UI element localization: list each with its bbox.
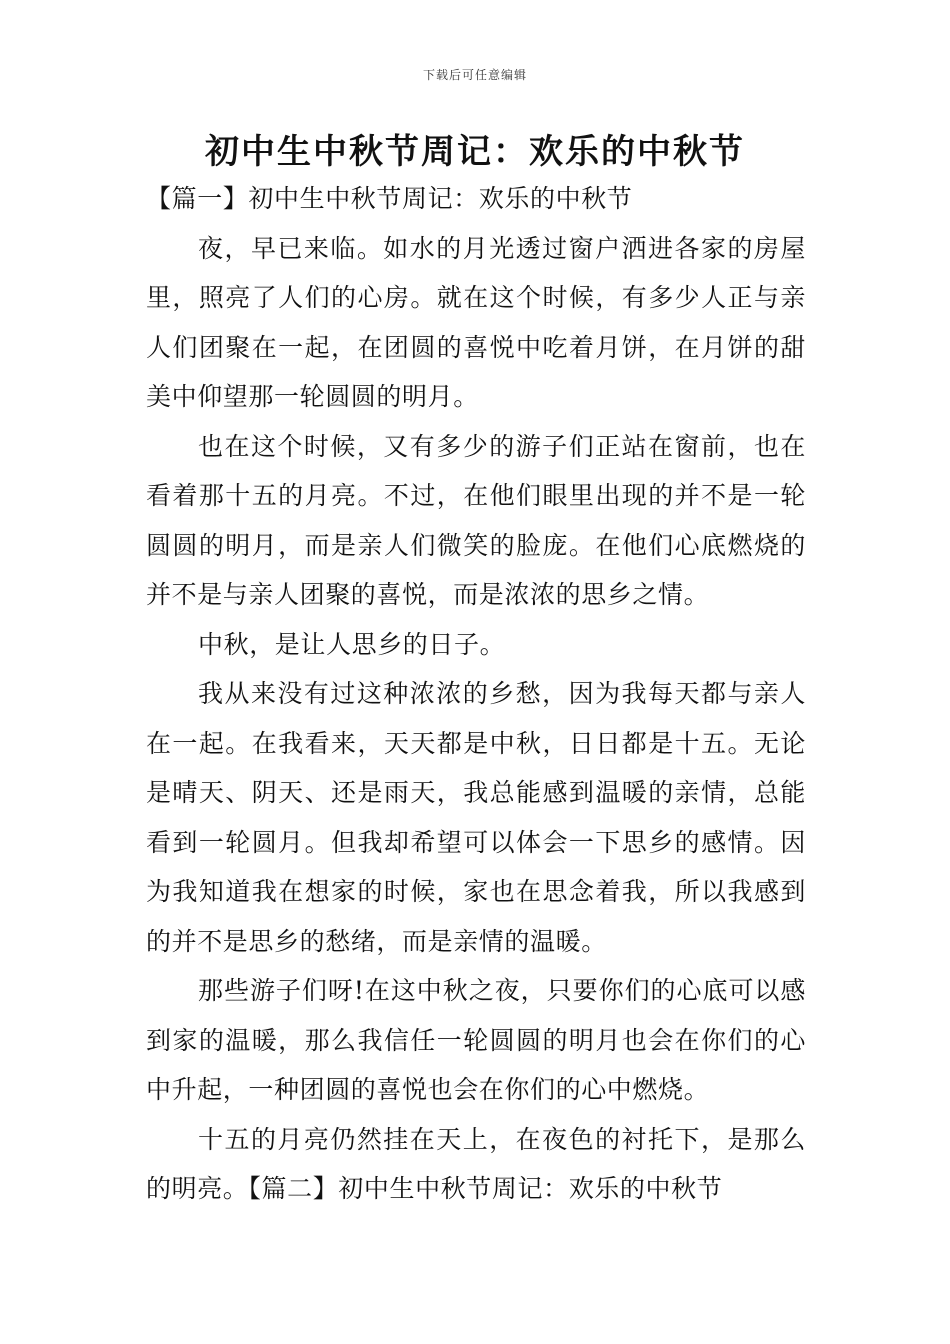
document-title: 初中生中秋节周记：欢乐的中秋节 (205, 132, 745, 172)
page-header-note: 下载后可任意编辑 (422, 68, 527, 82)
paragraph: 中秋，是让人思乡的日子。 (198, 629, 506, 659)
paragraph: 也在这个时候，又有多少的游子们正站在窗前，也在看着那十五的月亮。不过，在他们眼里出现的并不是一轮圆圆的明月，而是亲人们微笑的脸庞。在他们心底燃烧的并不是与亲人团聚的喜悦，而是浓浓的思乡之情。 (146, 431, 806, 609)
section-heading: 【篇一】初中生中秋节周记：欢乐的中秋节 (146, 184, 633, 213)
paragraph: 我从来没有过这种浓浓的乡愁，因为我每天都与亲人在一起。在我看来，天天都是中秋，日日都是十五。无论是晴天、阴天、还是雨天，我总能感到温暖的亲情，总能看到一轮圆月。但我却希望可以体会一下思乡的感情。因为我知道我在想家的时候，家也在思念着我，所以我感到的并不是思乡的愁绪，而是亲情的温暖。 (146, 679, 806, 956)
document-body (146, 174, 806, 1214)
paragraph: 那些游子们呀!在这中秋之夜，只要你们的心底可以感到家的温暖，那么我信任一轮圆圆的明月也会在你们的心中升起，一种团圆的喜悦也会在你们的心中燃烧。 (146, 976, 806, 1104)
paragraph: 十五的月亮仍然挂在天上，在夜色的衬托下，是那么的明亮。【篇二】初中生中秋节周记：欢乐的中秋节 (146, 1124, 806, 1203)
paragraph: 夜，早已来临。如水的月光透过窗户洒进各家的房屋里，照亮了人们的心房。就在这个时候，有多少人正与亲人们团聚在一起，在团圆的喜悦中吃着月饼，在月饼的甜美中仰望那一轮圆圆的明月。 (146, 233, 806, 411)
